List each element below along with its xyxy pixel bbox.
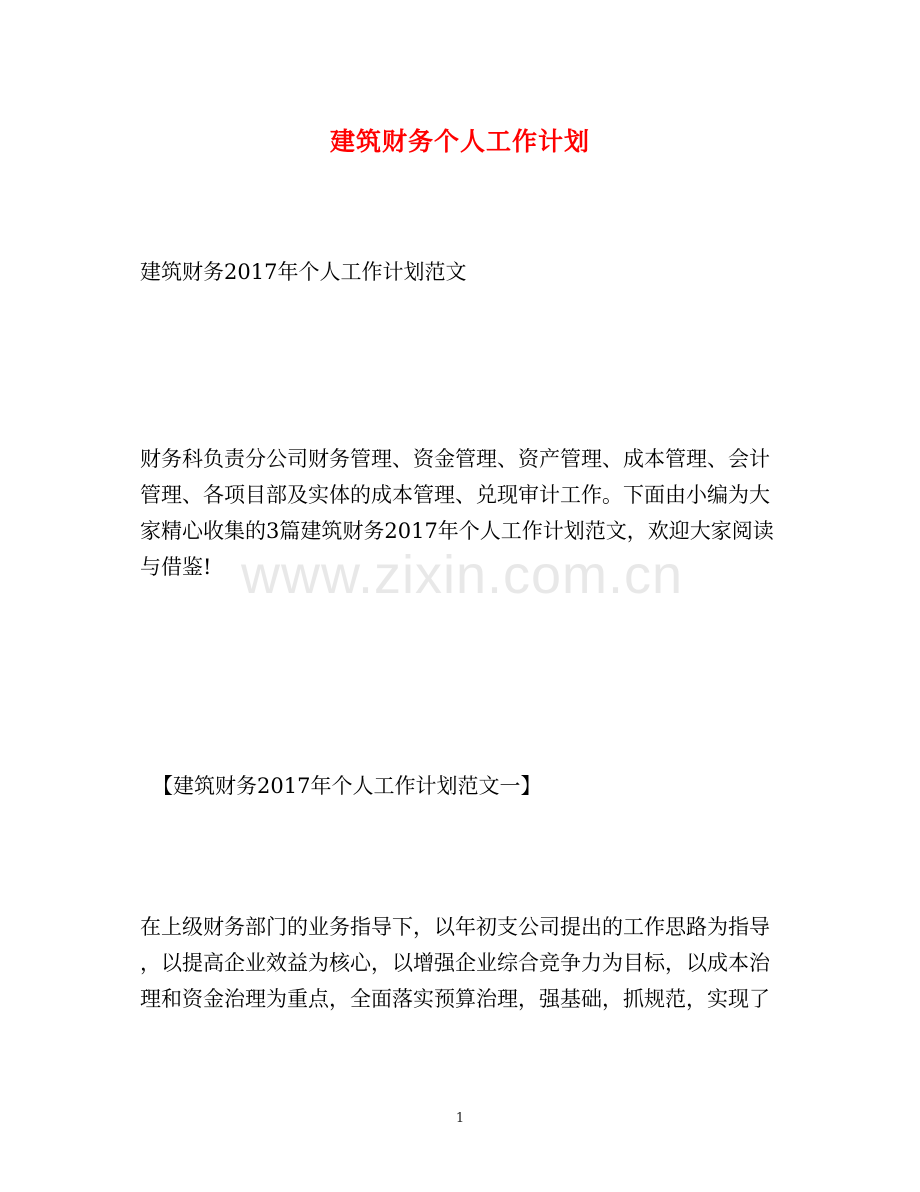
- watermark: www.zixin.com.cn: [240, 545, 684, 605]
- intro-line: 管理、各项目部及实体的成本管理、兑现审计工作。下面由小编为大: [140, 483, 770, 507]
- intro-paragraph: [140, 441, 780, 585]
- document-title: 建筑财务个人工作计划: [329, 127, 590, 156]
- body-line: ，以提高企业效益为核心，以增强企业综合竞争力为目标，以成本治: [140, 951, 770, 975]
- body-paragraph: [140, 909, 780, 1017]
- document-subtitle: 建筑财务2017年个人工作计划范文: [140, 260, 467, 284]
- page-number: 1: [455, 1111, 465, 1126]
- body-line: 在上级财务部门的业务指导下，以年初支公司提出的工作思路为指导: [140, 915, 770, 939]
- section-heading: 【建筑财务2017年个人工作计划范文一】: [152, 774, 542, 798]
- body-line: 理和资金治理为重点，全面落实预算治理，强基础，抓规范，实现了: [140, 987, 770, 1011]
- intro-line: 财务科负责分公司财务管理、资金管理、资产管理、成本管理、会计: [140, 447, 770, 471]
- intro-line: 家精心收集的3篇建筑财务2017年个人工作计划范文，欢迎大家阅读: [140, 519, 774, 543]
- intro-line: 与借鉴!: [140, 555, 212, 579]
